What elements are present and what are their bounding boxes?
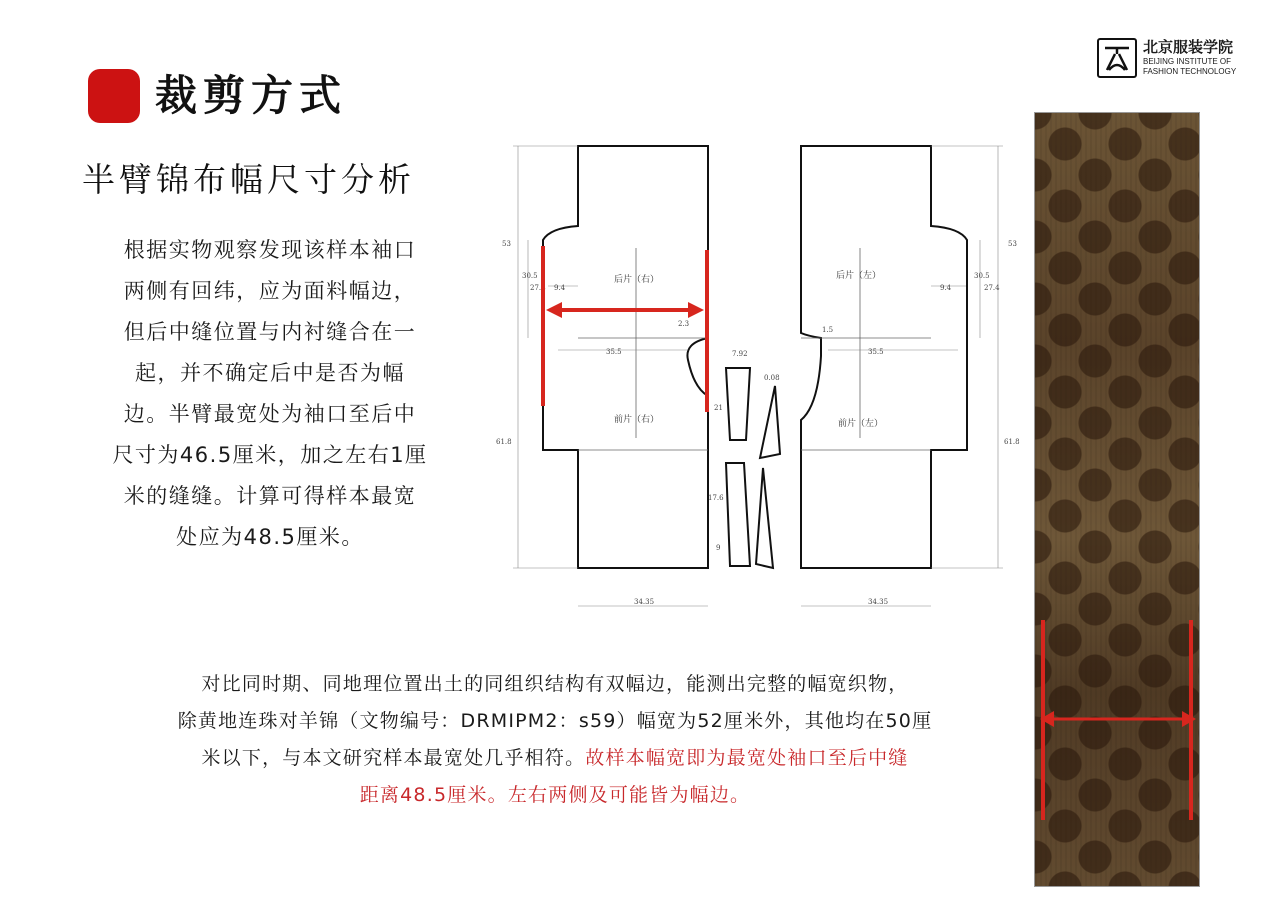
school-logo [1097,38,1257,82]
paragraph-line: 起，并不确定后中是否为幅 [135,361,405,385]
width-arrow-icon [1038,705,1198,733]
page-subtitle: 半臂锦布幅尺寸分析 [82,160,415,199]
paragraph-line: 尺寸为46.5厘米，加之左右1厘 [112,443,428,467]
dim-gusset-right: 0.08 [764,374,780,382]
dim-full-right: 61.8 [1004,438,1020,446]
brocade-textile-photo [1034,112,1200,887]
dim-chest-right: 35.5 [868,348,884,356]
right-garment-outline [801,146,967,568]
paragraph-line: 边。半臂最宽处为袖口至后中 [123,402,417,426]
gusset-lower-right [756,468,773,568]
comparison-line: 除黄地连珠对羊锦（文物编号：DRMIPM2：s59）幅宽为52厘米外，其他均在50厘 [177,710,933,732]
dim-full-left: 61.8 [496,438,512,446]
dim-sleeve-a-right: 30.5 [974,272,990,280]
school-name-en: BEIJING INSTITUTE OF FASHION TECHNOLOGY [1143,57,1237,76]
comparison-text: 米以下，与本文研究样本最宽处几乎相符。 [201,747,586,769]
dim-bottom-left: 34.35 [634,598,655,606]
page-title: 裁剪方式 [155,71,348,120]
dim-sleeve-a-left: 30.5 [522,272,538,280]
dim-gusset-side: 21 [714,404,723,412]
conclusion-highlight-line: 距离48.5厘米。左右两侧及可能皆为幅边。 [359,784,751,806]
dim-sleeve-b-left: 27.4 [530,284,546,292]
pattern-diagram [488,128,1028,618]
dim-chest-left: 35.5 [606,348,622,356]
dim-neck-right: 1.5 [822,326,834,334]
dim-gusset-top: 7.92 [732,350,748,358]
dim-height-left: 53 [502,240,511,248]
dim-gusset-lower: 17.6 [708,494,724,502]
gusset-upper-left [726,368,750,440]
label-left-back: 后片（右） [614,275,660,285]
paragraph-line: 两侧有回纬，应为面料幅边， [123,279,417,303]
gusset-upper-right [760,386,780,458]
dim-height-right: 53 [1008,240,1017,248]
dim-bottom-right: 34.35 [868,598,889,606]
label-right-back: 后片（左） [836,271,882,281]
paragraph-line: 米的缝缝。计算可得样本最宽 [123,484,417,508]
dim-neck-left: 2.3 [678,320,690,328]
analysis-paragraph [70,230,470,558]
school-emblem-icon [1097,38,1137,78]
dim-sleeve-w-right: 9.4 [940,284,952,292]
comparison-line: 对比同时期、同地理位置出土的同组织结构有双幅边，能测出完整的幅宽织物， [201,673,909,695]
gusset-lower-left [726,463,750,566]
label-right-front: 前片（左） [838,419,884,429]
comparison-line [90,740,1020,777]
label-left-front: 前片（右） [614,415,660,425]
width-marker [543,246,707,412]
left-garment-outline [543,146,708,568]
paragraph-line: 根据实物观察发现该样本袖口 [123,238,417,262]
comparison-paragraph [90,666,1020,814]
dim-sleeve-b-right: 27.4 [984,284,1000,292]
paragraph-line: 处应为48.5厘米。 [176,525,364,549]
dim-sleeve-w-left: 9.4 [554,284,566,292]
dim-gusset-bottom: 9 [716,544,721,552]
conclusion-highlight: 故样本幅宽即为最宽处袖口至后中缝 [585,747,909,769]
school-name-cn: 北京服装学院 [1143,38,1234,56]
paragraph-line: 但后中缝位置与内衬缝合在一 [123,320,417,344]
title-marker [88,69,140,123]
